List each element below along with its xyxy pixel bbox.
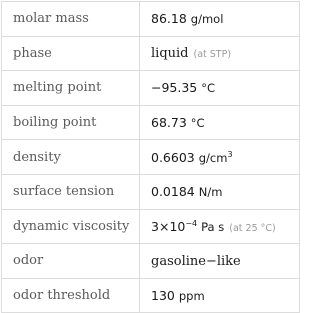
value-note: (at 25 °C) [229, 222, 276, 234]
value-unit [199, 151, 233, 165]
table-row [2, 209, 300, 244]
property-value [140, 2, 300, 37]
properties-table [1, 1, 300, 313]
table-row [2, 244, 300, 279]
property-name: density [2, 140, 140, 175]
property-name: odor threshold [2, 278, 140, 313]
value-unit: ppm [178, 289, 205, 304]
table-row [2, 140, 300, 175]
value-number: 0.6603 [151, 149, 195, 165]
property-value [140, 140, 300, 175]
value-number: 0.0184 [151, 184, 195, 200]
table-row [2, 105, 300, 140]
table-row [2, 36, 300, 71]
value-times: × [158, 218, 170, 234]
value-text: liquid [151, 46, 189, 62]
value-number: 86.18 [151, 11, 187, 27]
value-unit: °C [190, 116, 205, 131]
property-value [140, 174, 300, 209]
table-row [2, 174, 300, 209]
property-name: odor [2, 244, 140, 279]
property-value [140, 71, 300, 106]
property-name: boiling point [2, 105, 140, 140]
property-name: dynamic viscosity [2, 209, 140, 244]
value-base: 10 [169, 218, 186, 234]
value-text: gasoline−like [151, 253, 241, 269]
table-row [2, 71, 300, 106]
value-number: 130 [151, 288, 175, 304]
table-row [2, 278, 300, 313]
unit-exponent: 3 [227, 149, 233, 159]
property-value [140, 105, 300, 140]
value-number: −95.35 [151, 80, 198, 96]
property-name: molar mass [2, 2, 140, 37]
value-note: (at STP) [193, 49, 232, 61]
property-value [140, 244, 300, 279]
value-unit: g/mol [190, 12, 224, 27]
property-name: surface tension [2, 174, 140, 209]
value-unit: N/m [198, 185, 223, 200]
value-unit: °C [201, 81, 216, 96]
value-number: 68.73 [151, 115, 187, 131]
value-exponent: −4 [185, 218, 198, 228]
property-value [140, 278, 300, 313]
value-mantissa: 3 [151, 218, 159, 234]
property-value [140, 36, 300, 71]
property-name: melting point [2, 71, 140, 106]
table-row [2, 2, 300, 37]
property-value [140, 209, 300, 244]
unit-base: g/cm [198, 150, 228, 165]
property-name: phase [2, 36, 140, 71]
value-unit: Pa s [201, 219, 225, 234]
